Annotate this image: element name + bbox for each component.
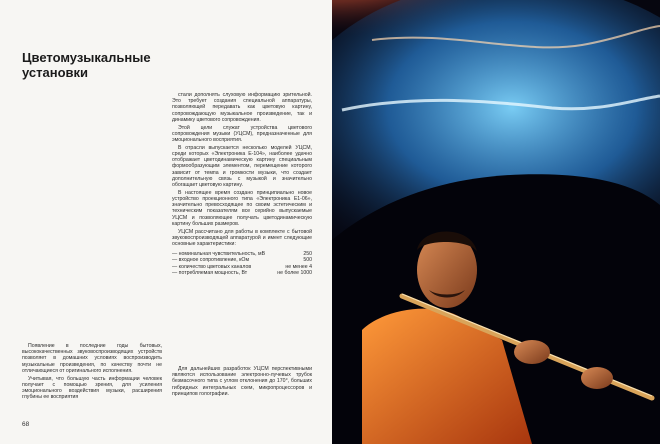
spec-value: не менее 4	[285, 263, 312, 270]
paragraph: В настоящее время создано принципиально новое устройство проекционного типа «Электроника Е1-06», значительно превосходящее по своим эстетическим и техническим показателям все серийно выпускаемые УЦСМ и позволяющее получать цветодинамическую картину больших размеров.	[172, 189, 312, 227]
hand	[514, 340, 550, 364]
spec-label: — количество цветовых каналов	[172, 263, 252, 270]
photo-flute-player	[332, 0, 660, 444]
page-title: Цветомузыкальные установки	[22, 50, 151, 80]
spec-row	[172, 270, 312, 276]
hand	[581, 367, 613, 389]
paragraph: стали дополнять слуховую информацию зрительной. Это требует создания специальной аппаратуры, позволяющей передавать как цветовую картину, сопровождающую музыкальное произведение, так и динамику цветового сопровождения.	[172, 92, 312, 123]
page-number: 68	[22, 421, 30, 428]
spec-value: 250	[303, 251, 312, 258]
closing-paragraph	[172, 366, 312, 397]
paragraph: Для дальнейших разработок УЦСМ перспективными являются использование электронно-лучевых трубок безмасочного типа с углом отклонения до 170°, больших гибридных интегральных схем, микропроцессоров и принципов голографии.	[172, 366, 312, 397]
text-column-left	[22, 343, 162, 402]
spec-label: — входное сопротивление, кОм	[172, 257, 250, 264]
spec-label: — номинальная чувствительность, мВ	[172, 251, 266, 258]
spec-value: не более 1000	[277, 269, 312, 276]
text-column-right	[172, 92, 312, 276]
photo-illustration	[332, 0, 660, 444]
paragraph: Появление в последние годы бытовых, высококачественных звуковоспроизводящих устройств позволяет в домашних условиях воспроизводить музыкальные произведения, по качеству почти не отличающиеся от оригинального исполнения.	[22, 343, 162, 374]
paragraph: Учитывая, что большую часть информации человек получает с помощью зрения, для усиления эмоционального воздействия музыки, расширения глубины ее восприятия	[22, 375, 162, 401]
spec-list	[172, 251, 312, 276]
paragraph: УЦСМ рассчитано для работы в комплекте с бытовой звуковоспроизводящей аппаратурой и имеет следующие основные характеристики:	[172, 228, 312, 248]
paragraph: В отрасли выпускается несколько моделей УЦСМ, среди которых «Электроника Е-104», наиболее удачно отображает цветодинамическую картину специальным формообразующим элементом, перемещение которого зависит от темпа и громкости музыки, что создает дополнительную связь с музыкой и значительно обогащает цветовую картину.	[172, 144, 312, 189]
paragraph: Этой цели служат устройства цветового сопровождения музыки (УЦСМ), предназначенные для эмоционального восприятия.	[172, 124, 312, 144]
spec-value: 500	[303, 257, 312, 264]
spec-label: — потребляемая мощность, Вт	[172, 269, 248, 276]
